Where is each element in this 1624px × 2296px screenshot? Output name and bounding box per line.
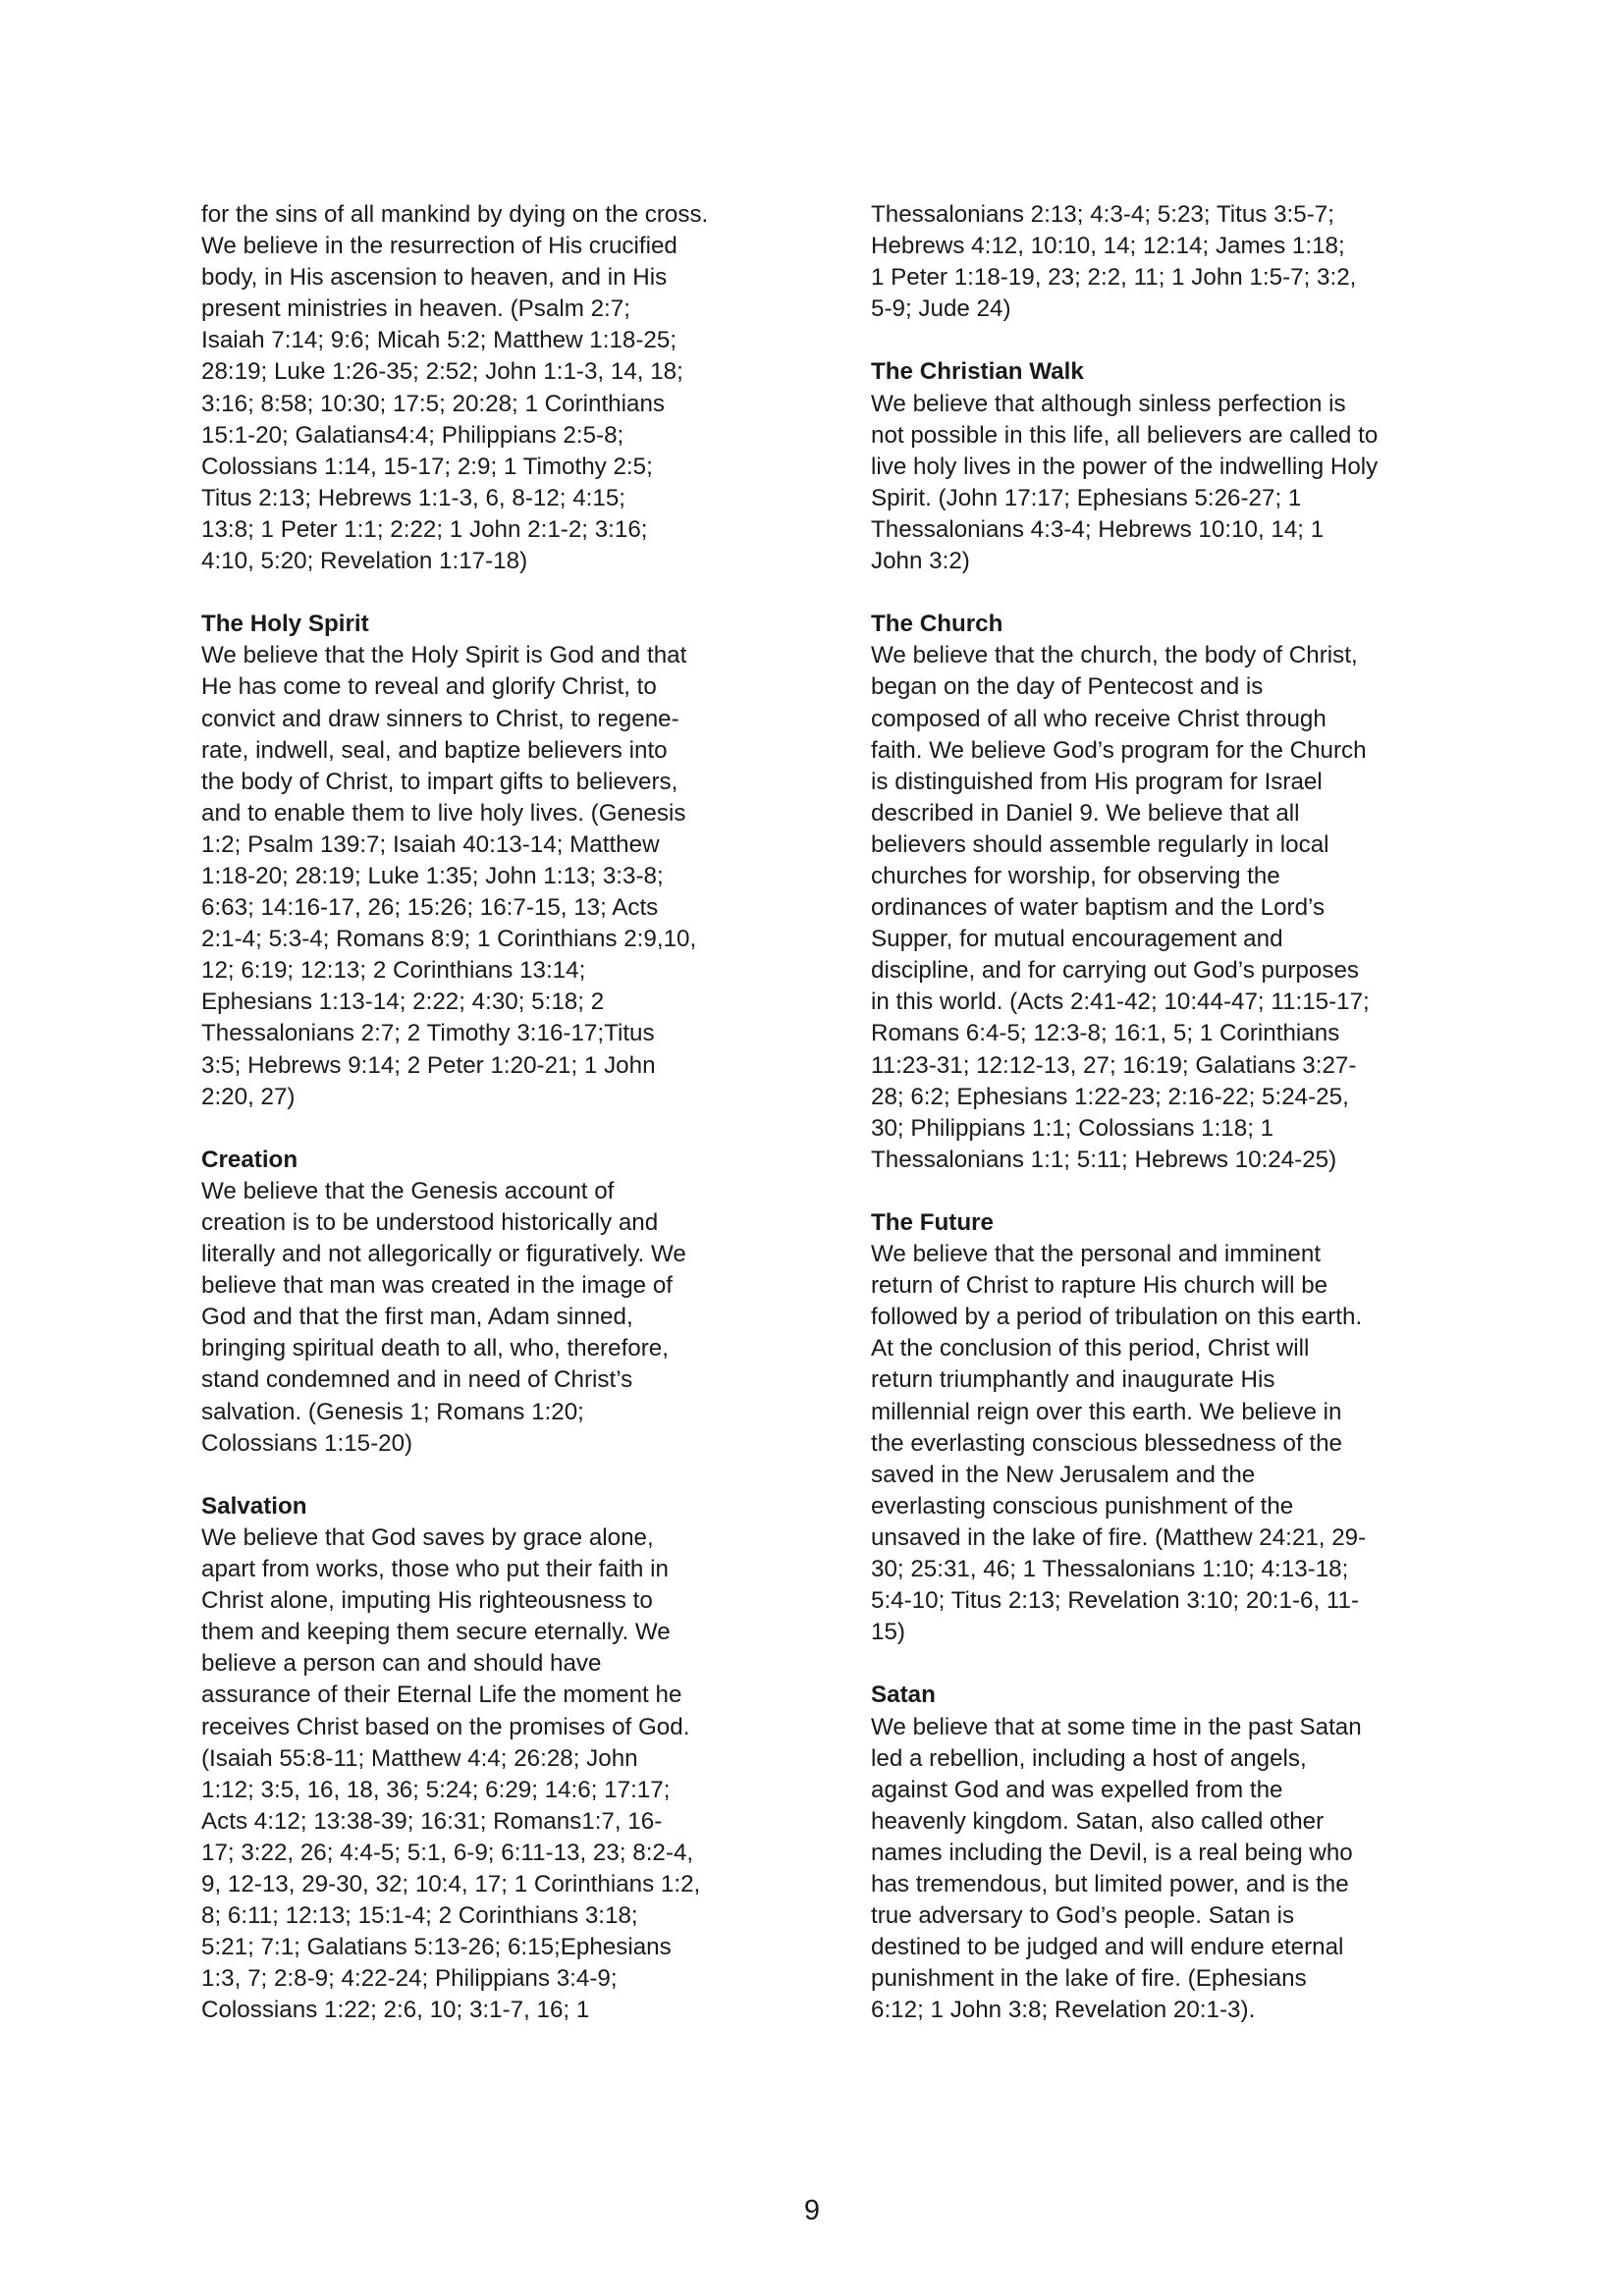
text-line: believers should assemble regularly in local — [871, 830, 1329, 858]
text-line: followed by a period of tribulation on this earth. — [871, 1304, 1363, 1331]
text-line: Thessalonians 2:13; 4:3-4; 5:23; Titus 3:5-7; — [871, 201, 1334, 228]
right-column-section — [871, 199, 1445, 325]
text-line: Spirit. (John 17:17; Ephesians 5:26-27; 1 — [871, 484, 1302, 511]
text-line: Supper, for mutual encouragement and — [871, 926, 1283, 953]
text-line: He has come to reveal and glorify Christ, to — [201, 673, 657, 701]
text-line: assurance of their Eternal Life the moment he — [201, 1682, 682, 1709]
text-line: Thessalonians 1:1; 5:11; Hebrews 10:24-25) — [871, 1146, 1337, 1173]
text-line: 1:12; 3:5, 16, 18, 36; 5:24; 6:29; 14:6; 17:17; — [201, 1776, 671, 1803]
text-line: Titus 2:13; Hebrews 1:1-3, 6, 8-12; 4:15; — [201, 484, 626, 511]
text-line: 1 Peter 1:18-19, 23; 2:2, 11; 1 John 1:5-7; 3:2, — [871, 264, 1357, 292]
text-line: We believe that God saves by grace alone, — [201, 1523, 654, 1551]
text-line: We believe that although sinless perfection is — [871, 390, 1346, 417]
text-line: 12; 6:19; 12:13; 2 Corinthians 13:14; — [201, 957, 586, 985]
text-line: Ephesians 1:13-14; 2:22; 4:30; 5:18; 2 — [201, 988, 605, 1016]
text-line: At the conclusion of this period, Christ will — [871, 1335, 1310, 1362]
text-line: God and that the first man, Adam sinned, — [201, 1304, 633, 1331]
text-line: and to enable them to live holy lives. (Genesis — [201, 799, 686, 827]
text-line: 30; Philippians 1:1; Colossians 1:18; 1 — [871, 1114, 1274, 1142]
section-heading: The Church — [871, 611, 1003, 638]
text-line: 6:12; 1 John 3:8; Revelation 20:1-3). — [871, 1997, 1256, 2024]
left-column-section — [201, 1145, 776, 1460]
section-heading: The Christian Walk — [871, 358, 1084, 386]
section-body — [201, 1176, 776, 1460]
text-line: Isaiah 7:14; 9:6; Micah 5:2; Matthew 1:18-25; — [201, 327, 677, 354]
text-line: heavenly kingdom. Satan, also called other — [871, 1807, 1325, 1835]
text-line: unsaved in the lake of fire. (Matthew 24:21, 29- — [871, 1523, 1367, 1551]
text-line: 15) — [871, 1619, 905, 1646]
text-line: for the sins of all mankind by dying on the cross. — [201, 201, 709, 228]
text-line: return of Christ to rapture His church will be — [871, 1272, 1328, 1300]
text-line: everlasting conscious punishment of the — [871, 1492, 1294, 1520]
text-line: (Isaiah 55:8-11; Matthew 4:4; 26:28; John — [201, 1744, 638, 1772]
text-line: led a rebellion, including a host of angels, — [871, 1744, 1307, 1772]
text-line: John 3:2) — [871, 548, 970, 575]
left-column — [201, 199, 776, 2058]
text-line: Romans 6:4-5; 12:3-8; 16:1, 5; 1 Corinthians — [871, 1020, 1340, 1047]
section-body — [871, 640, 1445, 1176]
section-body — [871, 389, 1445, 578]
right-column-section — [871, 609, 1445, 1176]
text-line: millennial reign over this earth. We believe in — [871, 1398, 1342, 1425]
text-line: composed of all who receive Christ through — [871, 705, 1326, 732]
text-line: 8; 6:11; 12:13; 15:1-4; 2 Corinthians 3:18; — [201, 1902, 638, 1930]
text-line: faith. We believe God’s program for the Church — [871, 736, 1367, 764]
right-column-section — [871, 1680, 1445, 2026]
text-line: Hebrews 4:12, 10:10, 14; 12:14; James 1:18; — [871, 233, 1345, 260]
text-line: 9, 12-13, 29-30, 32; 10:4, 17; 1 Corinthians 1:2, — [201, 1870, 701, 1897]
text-line: present ministries in heaven. (Psalm 2:7; — [201, 295, 630, 323]
text-line: ordinances of water baptism and the Lord’s — [871, 894, 1326, 922]
section-body — [201, 640, 776, 1112]
section-heading: The Future — [871, 1209, 994, 1236]
text-line: Thessalonians 2:7; 2 Timothy 3:16-17;Titus — [201, 1020, 655, 1047]
section-body — [201, 199, 776, 577]
left-column-section — [201, 609, 776, 1113]
text-line: 28:19; Luke 1:26-35; 2:52; John 1:1-3, 14, 18; — [201, 358, 683, 386]
text-line: stand condemned and in need of Christ’s — [201, 1366, 633, 1394]
text-line: 5:4-10; Titus 2:13; Revelation 3:10; 20:1-6, 11- — [871, 1587, 1360, 1615]
text-line: the everlasting conscious blessedness of the — [871, 1429, 1343, 1457]
text-line: described in Daniel 9. We believe that all — [871, 799, 1300, 827]
section-body — [871, 199, 1445, 325]
section-heading: Satan — [871, 1682, 936, 1709]
right-column-section — [871, 1207, 1445, 1648]
text-line: 11:23-31; 12:12-13, 27; 16:19; Galatians 3:27- — [871, 1051, 1357, 1079]
text-line: creation is to be understood historically and — [201, 1209, 659, 1236]
text-line: 3:16; 8:58; 10:30; 17:5; 20:28; 1 Corinthians — [201, 390, 665, 417]
text-line: apart from works, those who put their faith in — [201, 1556, 669, 1583]
section-body — [871, 1712, 1445, 2027]
text-line: 13:8; 1 Peter 1:1; 2:22; 1 John 2:1-2; 3:16; — [201, 515, 648, 543]
text-line: 3:5; Hebrews 9:14; 2 Peter 1:20-21; 1 John — [201, 1051, 656, 1079]
text-line: 6:63; 14:16-17, 26; 15:26; 16:7-15, 13; Acts — [201, 894, 659, 922]
text-line: 17; 3:22, 26; 4:4-5; 5:1, 6-9; 6:11-13, 23; 8:2-4, — [201, 1839, 694, 1866]
text-line: destined to be judged and will endure eternal — [871, 1934, 1344, 1961]
section-body — [201, 1522, 776, 2027]
text-line: the body of Christ, to impart gifts to believers, — [201, 768, 678, 795]
text-line: return triumphantly and inaugurate His — [871, 1366, 1275, 1394]
text-line: live holy lives in the power of the indwelling Holy — [871, 453, 1379, 480]
text-line: against God and was expelled from the — [871, 1776, 1283, 1803]
section-heading: Creation — [201, 1146, 298, 1173]
text-line: Colossians 1:22; 2:6, 10; 3:1-7, 16; 1 — [201, 1997, 590, 2024]
text-line: rate, indwell, seal, and baptize believers into — [201, 736, 668, 764]
page-number: 9 — [803, 2195, 821, 2226]
text-line: 28; 6:2; Ephesians 1:22-23; 2:16-22; 5:24-25, — [871, 1083, 1349, 1110]
text-line: 4:10, 5:20; Revelation 1:17-18) — [201, 548, 528, 575]
text-line: true adversary to God’s people. Satan is — [871, 1902, 1295, 1930]
section-heading: Salvation — [201, 1492, 307, 1520]
text-line: them and keeping them secure eternally. We — [201, 1619, 671, 1646]
text-line: discipline, and for carrying out God’s purposes — [871, 957, 1360, 985]
text-line: saved in the New Jerusalem and the — [871, 1461, 1256, 1488]
text-line: believe that man was created in the image of — [201, 1272, 673, 1300]
text-line: 5:21; 7:1; Galatians 5:13-26; 6:15;Ephesians — [201, 1934, 672, 1961]
text-line: We believe that the Genesis account of — [201, 1177, 615, 1204]
text-line: literally and not allegorically or figuratively. We — [201, 1241, 686, 1268]
text-line: not possible in this life, all believers are called to — [871, 421, 1379, 449]
text-line: 5-9; Jude 24) — [871, 295, 1011, 323]
text-line: churches for worship, for observing the — [871, 862, 1280, 889]
text-line: in this world. (Acts 2:41-42; 10:44-47; 11:15-17; — [871, 988, 1370, 1016]
text-line: believe a person can and should have — [201, 1650, 602, 1678]
left-column-section — [201, 199, 776, 577]
text-line: Colossians 1:14, 15-17; 2:9; 1 Timothy 2:5; — [201, 453, 653, 480]
text-line: 1:2; Psalm 139:7; Isaiah 40:13-14; Matthew — [201, 830, 660, 858]
text-line: body, in His ascension to heaven, and in His — [201, 264, 668, 292]
text-line: punishment in the lake of fire. (Ephesians — [871, 1965, 1307, 1993]
text-line: 1:3, 7; 2:8-9; 4:22-24; Philippians 3:4-9; — [201, 1965, 618, 1993]
text-line: 1:18-20; 28:19; Luke 1:35; John 1:13; 3:3-8; — [201, 862, 664, 889]
right-column — [871, 199, 1445, 2058]
text-line: Colossians 1:15-20) — [201, 1429, 413, 1457]
section-heading: The Holy Spirit — [201, 611, 369, 638]
text-line: 30; 25:31, 46; 1 Thessalonians 1:10; 4:13-18; — [871, 1556, 1349, 1583]
text-line: We believe that the church, the body of Christ, — [871, 642, 1358, 669]
text-line: names including the Devil, is a real being who — [871, 1839, 1353, 1866]
text-line: salvation. (Genesis 1; Romans 1:20; — [201, 1398, 584, 1425]
text-line: bringing spiritual death to all, who, therefore, — [201, 1335, 669, 1362]
text-line: We believe in the resurrection of His crucified — [201, 233, 677, 260]
text-line: We believe that at some time in the past Satan — [871, 1713, 1362, 1740]
text-line: 15:1-20; Galatians4:4; Philippians 2:5-8; — [201, 421, 624, 449]
text-line: receives Christ based on the promises of God. — [201, 1713, 690, 1740]
text-line: 2:1-4; 5:3-4; Romans 8:9; 1 Corinthians 2:9,10, — [201, 926, 697, 953]
left-column-section — [201, 1491, 776, 2027]
text-line: began on the day of Pentecost and is — [871, 673, 1264, 701]
text-line: Thessalonians 4:3-4; Hebrews 10:10, 14; 1 — [871, 515, 1325, 543]
text-line: We believe that the Holy Spirit is God and that — [201, 642, 687, 669]
text-line: is distinguished from His program for Israel — [871, 768, 1323, 795]
text-line: has tremendous, but limited power, and is the — [871, 1870, 1349, 1897]
right-column-section — [871, 356, 1445, 577]
text-line: Acts 4:12; 13:38-39; 16:31; Romans1:7, 16- — [201, 1807, 663, 1835]
text-line: Christ alone, imputing His righteousness to — [201, 1587, 653, 1615]
text-line: convict and draw sinners to Christ, to regene- — [201, 705, 679, 732]
text-line: 2:20, 27) — [201, 1083, 296, 1110]
section-body — [871, 1239, 1445, 1648]
text-line: We believe that the personal and imminent — [871, 1241, 1322, 1268]
